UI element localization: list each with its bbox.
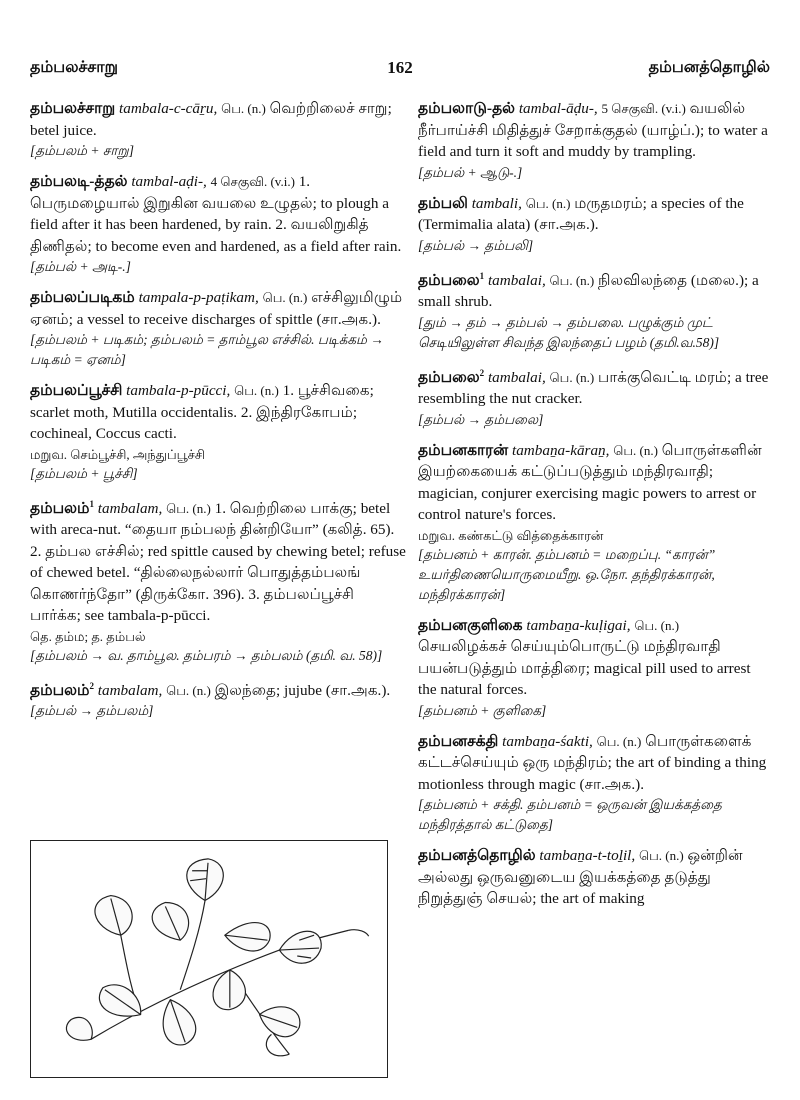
entry-headword: தம்பலடி-த்தல் (30, 173, 128, 190)
entry-headword: தம்பனகாரன் (418, 441, 509, 459)
entry-headword: தம்பலச்சாறு (30, 100, 116, 117)
entry-headword: தம்பலம்$^1$ (30, 498, 94, 517)
entry-part-of-speech: பெ. (n.) (549, 272, 595, 288)
dictionary-entry (418, 845, 770, 910)
entry-headword: தம்பலை$^1$ (418, 270, 485, 289)
entry-etymology: [தம்பல் → தம்பலம்] (30, 703, 154, 719)
entry-etymology: [தம்பலம் + படிகம்; தம்பலம் = தாம்பூல எச்சில். படிக்கம் → படிகம் = ஏனம்] (30, 332, 384, 367)
entry-transliteration: tambaṉa-t-toḻil, (539, 847, 636, 865)
entry-headword: தம்பனத்தொழில் (418, 847, 536, 865)
entry-etymology: [தம்பல் + அடி-.] (30, 259, 131, 274)
entry-definition: வயலில் நீர்பாய்ச்சி மிதித்துச் சேறாக்குதல் (யாழ்ப்.); to water a field and turn it soft and muddy by trampling. (418, 100, 768, 160)
entry-synonyms: மறுவ. செம்பூச்சி, அந்துப்பூச்சி (30, 446, 206, 462)
entry-part-of-speech: பெ. (n.) (596, 733, 642, 749)
entry-headword: தம்பலி (418, 194, 468, 212)
dictionary-entry (418, 731, 770, 836)
entry-definition: இலந்தை; jujube (சா.அக.). (214, 681, 391, 699)
dictionary-entry (418, 266, 770, 353)
entry-part-of-speech: பெ. (n.) (262, 290, 308, 305)
entry-headword: தம்பலப்பூச்சி (30, 382, 123, 399)
entry-part-of-speech: பெ. (n.) (234, 383, 279, 398)
page-number: 162 (387, 58, 413, 77)
entry-cognates: தெ. தம்ம; த. தம்பல் (30, 628, 146, 644)
entry-part-of-speech: பெ. (n.) (549, 369, 595, 385)
entry-transliteration: tambaṉa-śakti, (502, 732, 593, 750)
dictionary-entry (418, 615, 770, 721)
entry-transliteration: tambalam, (97, 499, 163, 517)
entry-transliteration: tambalai, (487, 368, 546, 386)
entry-etymology: [தம்பனம் + குளிகை] (418, 702, 547, 718)
entry-transliteration: tambal-āḍu-, (518, 100, 598, 117)
entry-part-of-speech: 4 செகுவி. (v.i.) (210, 174, 295, 189)
entry-etymology: [தும் → தம் → தம்பல் → தம்பலை. பழுக்கும் முட் செடியிலுள்ள சிவந்த இலந்தைப் பழம் (தமி.வ.58)] (418, 314, 720, 350)
homonym-number: 2 (479, 367, 485, 378)
entry-part-of-speech: பெ. (n.) (221, 101, 266, 116)
entry-transliteration: tambala-p-pūcci, (126, 382, 231, 399)
entry-definition: ஒன்றின் அல்லது ஒருவனுடைய இயக்கத்தை தடுத்து நிறுத்துஞ் செயல்; the art of making (418, 847, 743, 908)
right-column (418, 98, 770, 920)
entry-headword: தம்பனகுளிகை (418, 616, 523, 634)
header-guide-word-left: தம்பலச்சாறு (30, 59, 118, 76)
entry-part-of-speech: பெ. (n.) (613, 442, 658, 458)
entry-part-of-speech: பெ. (n.) (525, 195, 571, 211)
entry-headword: தம்பனசக்தி (418, 732, 499, 750)
entry-etymology: [தம்பலம் + பூச்சி] (30, 465, 138, 481)
entry-definition: எச்சிலுமிழும் ஏனம்; a vessel to receive discharges of spittle (சா.அக.). (30, 289, 403, 328)
entry-part-of-speech: பெ. (n.) (634, 617, 680, 633)
entry-transliteration: tambala-c-cāṟu, (119, 100, 218, 117)
entry-etymology: [தம்பல் + ஆடு-.] (418, 164, 523, 180)
entry-transliteration: tambaṉa-kuḷigai, (526, 616, 631, 634)
entry-part-of-speech: 5 செகுவி. (v.i.) (601, 101, 686, 116)
entry-transliteration: tambali, (471, 194, 522, 212)
entry-etymology: [தம்பல் → தம்பலி] (418, 237, 534, 253)
entry-definition: பொருள்களின் இயற்கையைக் கட்டுப்படுத்தும் மந்திரவாதி; magician, conjurer exercising magic powers to arrest or control nature's forces. (418, 441, 762, 524)
dictionary-entry (30, 676, 408, 722)
left-column (30, 98, 408, 731)
page-header (30, 58, 770, 84)
entry-etymology: [தம்பனம் + காரன். தம்பனம் = மறைப்பு. “காரன்” உயர்திணையொருமையீறு. ஒ.நோ. தந்திரக்காரன், மந்திரக்காரன்] (418, 546, 716, 602)
dictionary-entry (30, 380, 408, 484)
entry-definition: 1. பூச்சிவகை; scarlet moth, Mutilla occidentalis. 2. இந்திரகோபம்; cochineal, Coccus cacti. (30, 382, 374, 442)
entry-headword: தம்பலப்படிகம் (30, 289, 135, 306)
entry-part-of-speech: பெ. (n.) (638, 848, 684, 864)
dictionary-entry (30, 171, 408, 277)
entry-synonyms: மறுவ. கண்கட்டு வித்தைக்காரன் (418, 527, 604, 543)
dictionary-entry (418, 440, 770, 605)
entry-etymology: [தம்பலம் + சாறு] (30, 143, 134, 158)
entry-transliteration: tambal-aḍi-, (131, 173, 207, 190)
dictionary-entry (418, 363, 770, 430)
dictionary-entry (30, 287, 408, 370)
entry-etymology: [தம்பல் → தம்பலை] (418, 411, 544, 427)
betel-leaf-illustration (30, 840, 388, 1078)
entry-headword: தம்பலாடு-தல் (418, 100, 516, 117)
dictionary-entry (30, 494, 408, 666)
header-guide-word-right: தம்பனத்தொழில் (648, 59, 770, 76)
homonym-number: 1 (479, 270, 485, 281)
dictionary-entry (30, 98, 408, 161)
entry-definition: செயலிழக்கச் செய்யும்பொருட்டு மந்திரவாதி பயன்படுத்தும் மாத்திரை; magical pill used to arrest the natural forces. (418, 638, 751, 699)
entry-etymology: [தம்பனம் + சக்தி. தம்பனம் = ஒருவன் இயக்கத்தை மந்திரத்தால் கட்டுதை] (418, 797, 722, 833)
dictionary-entry (418, 98, 770, 183)
entry-headword: தம்பலம்$^2$ (30, 680, 94, 699)
entry-definition: 1. வெற்றிலை பாக்கு; betel with areca-nut. “தையா நம்பலந் தின்றியோ” (கலித். 65). 2. தம்பல எச்சில்; red spittle caused by chewing betel; refuse of chewed betel. “தில்லைநல்லார் பொதுத்தம்பலங் கொணர்ந்தோ” (திருக்கோ. 396). 3. தம்பலப்பூச்சி பார்க்க; see tambala-p-pūcci. (30, 499, 406, 625)
entry-definition: பாக்குவெட்டி மரம்; a tree resembling the nut cracker. (418, 368, 769, 408)
entry-transliteration: tambaṉa-kāraṉ, (511, 441, 610, 459)
homonym-number: 1 (89, 498, 94, 509)
entry-transliteration: tampala-p-paṭikam, (138, 289, 259, 306)
entry-part-of-speech: பெ. (n.) (166, 500, 211, 516)
entry-definition: பொருள்களைக் கட்டச்செய்யும் ஒரு மந்திரம்; the art of binding a thing motionless through magic (சா.அக.). (418, 732, 767, 793)
entry-definition: 1. பெருமழையால் இறுகின வயலை உழுதல்; to plough a field after it has been hardened, by rain. 2. வயலிறுகித் திணிதல்; to become even and hardened, as a field after rain. (30, 173, 402, 255)
entry-headword: தம்பலை$^2$ (418, 367, 485, 386)
entry-part-of-speech: பெ. (n.) (166, 682, 211, 698)
homonym-number: 2 (89, 680, 94, 691)
entry-etymology: [தம்பலம் → வ. தாம்பூல. தம்பரம் → தம்பலம் (தமி. வ. 58)] (30, 647, 383, 663)
dictionary-entry (418, 193, 770, 256)
entry-definition: மருதமரம்; a species of the (Termimalia alata) (சா.அக.). (418, 194, 744, 233)
entry-definition: நிலவிலந்தை (மலை.); a small shrub. (418, 271, 759, 311)
entry-transliteration: tambalai, (487, 271, 546, 289)
entry-transliteration: tambalam, (97, 681, 163, 699)
entry-definition: வெற்றிலைச் சாறு; betel juice. (30, 100, 392, 139)
betel-leaf-plant-icon (31, 841, 387, 1077)
